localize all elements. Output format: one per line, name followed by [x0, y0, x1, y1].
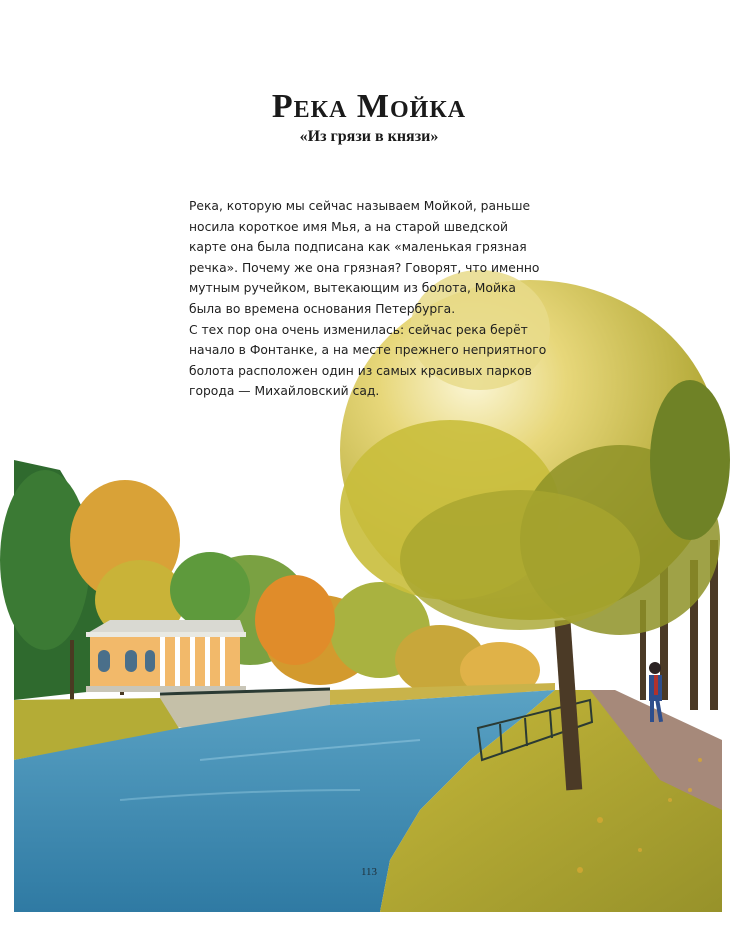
page-number: 113: [360, 866, 378, 878]
body-text: [189, 196, 549, 402]
paragraph-today: С тех пор она очень изменилась: сейчас река берёт начало в Фонтанке, а на месте прежнего неприятного болота расположен один из самых красивых парков города — Михайловский сад.: [189, 322, 547, 399]
rossi-pavilion: [86, 620, 246, 692]
page-title: Река Мойка: [271, 88, 467, 125]
paragraph-intro: Река, которую мы сейчас называем Мойкой, раньше носила короткое имя Мья, а на старой шведской карте она была подписана как «маленькая грязная речка». Почему же она грязная? Говорят, что именно мутным ручейком, вытекающим из болота, Мойка была во времена основания Петербурга.: [189, 199, 540, 316]
page-subtitle: «Из грязи в князи»: [299, 128, 439, 145]
